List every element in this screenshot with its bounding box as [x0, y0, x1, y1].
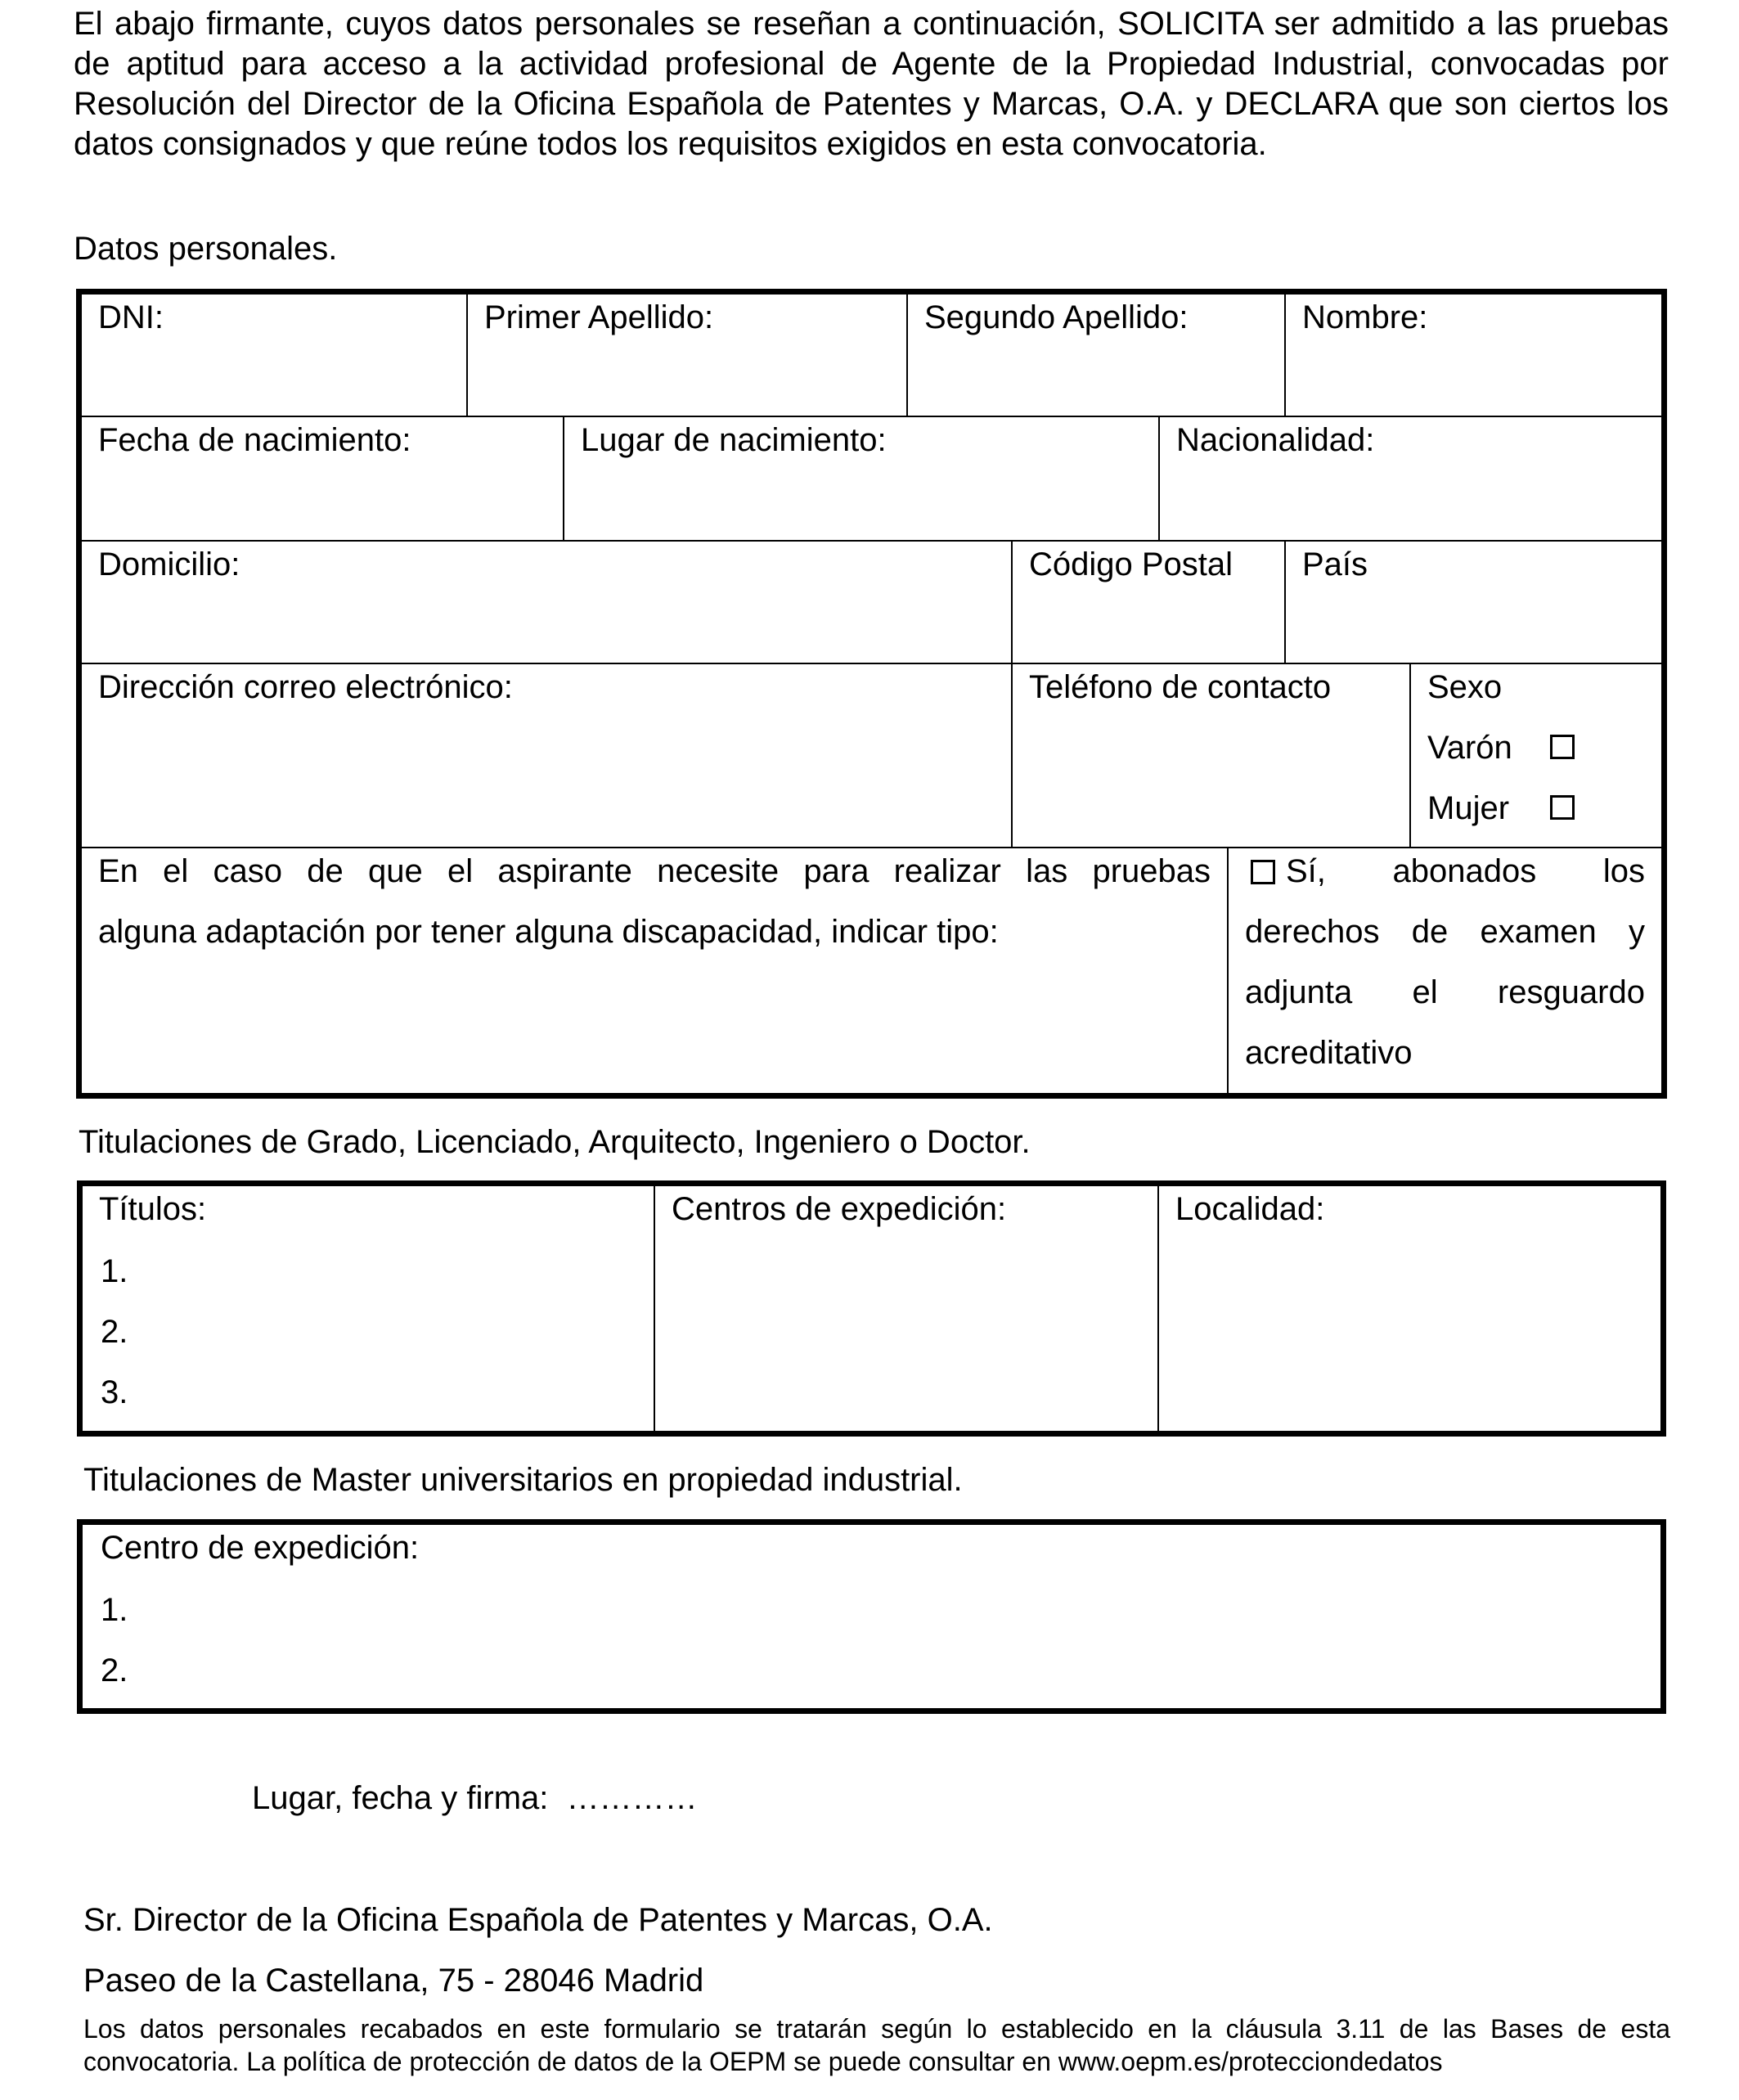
master-item-1: 1.: [101, 1592, 128, 1628]
pais-label: País: [1302, 546, 1368, 582]
intro-paragraph: El abajo firmante, cuyos datos personales se reseñan a continuación, SOLICITA ser admitido a las pruebas de aptitud para acceso a la actividad profesional de Agente de la Propiedad Industrial, convocadas por Resolución del Director de la Oficina Española de Patentes y Marcas, O.A. y DECLARA que son ciertos los datos consignados y que reúne todos los requisitos exigidos en esta convocatoria.: [74, 6, 1669, 162]
localidad-label: Localidad:: [1175, 1191, 1325, 1227]
centros-label: Centros de expedición:: [672, 1191, 1007, 1227]
derechos-checkbox[interactable]: [1251, 860, 1275, 884]
centros-field[interactable]: [655, 1186, 1159, 1431]
pais-field[interactable]: [1286, 542, 1661, 664]
domicilio-label: Domicilio:: [98, 546, 240, 582]
master-heading: Titulaciones de Master universitarios en propiedad industrial.: [83, 1462, 963, 1498]
address-line-2: Paseo de la Castellana, 75 - 28046 Madrid: [83, 1963, 704, 1999]
privacy-footnote: Los datos personales recabados en este formulario se tratarán según lo establecido en la cláusula 3.11 de las Bases de esta convocatoria. La política de protección de datos de la OEPM se puede consultar en www.oepm.es/protecciondedatos: [83, 2014, 1670, 2076]
mujer-option[interactable]: [1427, 789, 1509, 828]
derechos-text-line-3: adjunta el resguardo: [1245, 974, 1645, 1010]
primer-apellido-label: Primer Apellido:: [484, 299, 714, 335]
nacionalidad-field[interactable]: [1160, 417, 1661, 542]
fecha-nacimiento-label: Fecha de nacimiento:: [98, 422, 411, 458]
sexo-field: [1411, 664, 1661, 848]
discapacidad-text-line-2: alguna adaptación por tener alguna discapacidad, indicar tipo:: [98, 914, 999, 950]
address-line-1: Sr. Director de la Oficina Española de Patentes y Marcas, O.A.: [83, 1902, 993, 1938]
varon-option[interactable]: [1427, 728, 1512, 767]
primer-apellido-field[interactable]: [468, 295, 908, 417]
telefono-label: Teléfono de contacto: [1029, 669, 1332, 705]
segundo-apellido-field[interactable]: [908, 295, 1286, 417]
personal-data-heading: Datos personales.: [74, 231, 338, 267]
fecha-nacimiento-field[interactable]: [82, 417, 564, 542]
derechos-text-line-2: derechos de examen y: [1245, 914, 1645, 950]
telefono-field[interactable]: [1013, 664, 1411, 848]
codigo-postal-label: Código Postal: [1029, 546, 1233, 582]
derechos-field: [1229, 848, 1661, 1093]
nombre-label: Nombre:: [1302, 299, 1428, 335]
varon-checkbox[interactable]: [1550, 735, 1575, 759]
titulos-label: Títulos:: [99, 1191, 207, 1227]
derechos-text-line-4: acreditativo: [1245, 1035, 1413, 1071]
titulaciones-heading: Titulaciones de Grado, Licenciado, Arquitecto, Ingeniero o Doctor.: [79, 1124, 1031, 1160]
codigo-postal-field[interactable]: [1013, 542, 1286, 664]
sexo-label: Sexo: [1427, 669, 1503, 705]
varon-label: Varón: [1427, 730, 1512, 766]
dni-label: DNI:: [98, 299, 164, 335]
titulo-item-1: 1.: [101, 1253, 128, 1289]
master-table[interactable]: [77, 1519, 1666, 1714]
discapacidad-text-line-1: En el caso de que el aspirante necesite para realizar las pruebas: [98, 853, 1211, 889]
nacionalidad-label: Nacionalidad:: [1176, 422, 1375, 458]
titulo-item-3: 3.: [101, 1374, 128, 1410]
dni-field[interactable]: [82, 295, 468, 417]
derechos-text-line-1: Sí, abonados los: [1286, 853, 1645, 889]
centro-expedicion-label: Centro de expedición:: [101, 1530, 420, 1566]
localidad-field[interactable]: [1159, 1186, 1660, 1431]
domicilio-field[interactable]: [82, 542, 1013, 664]
mujer-label: Mujer: [1427, 790, 1510, 826]
master-item-2: 2.: [101, 1653, 128, 1689]
personal-data-table: [76, 289, 1667, 1099]
nombre-field[interactable]: [1286, 295, 1661, 417]
discapacidad-field[interactable]: [82, 848, 1229, 1093]
correo-field[interactable]: [82, 664, 1013, 848]
titulos-field[interactable]: [83, 1186, 655, 1431]
signature-line[interactable]: Lugar, fecha y firma: …………: [252, 1780, 698, 1816]
correo-label: Dirección correo electrónico:: [98, 669, 513, 705]
mujer-checkbox[interactable]: [1550, 795, 1575, 820]
lugar-nacimiento-field[interactable]: [564, 417, 1160, 542]
titulaciones-table: [77, 1180, 1666, 1437]
segundo-apellido-label: Segundo Apellido:: [924, 299, 1189, 335]
titulo-item-2: 2.: [101, 1314, 128, 1350]
lugar-nacimiento-label: Lugar de nacimiento:: [581, 422, 887, 458]
